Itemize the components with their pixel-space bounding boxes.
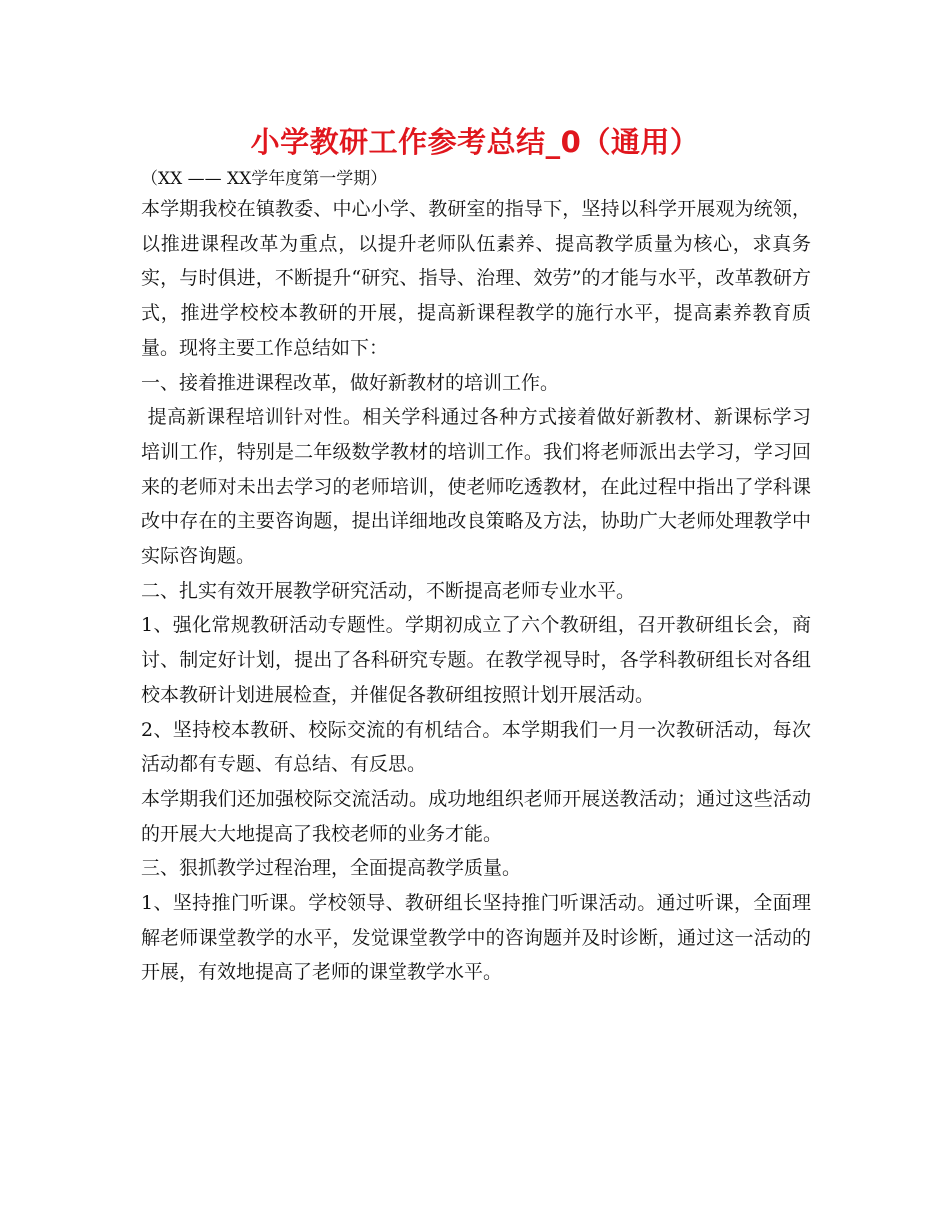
section-heading-3: 三、狠抓教学过程治理，全面提高教学质量。 bbox=[141, 857, 522, 880]
document-title: 小学教研工作参考总结_0（通用） bbox=[250, 125, 700, 159]
paragraph-training: 提高新课程培训针对性。相关学科通过各种方式接着做好新教材、新课标学习培训工作，特别是二年级数学教材的培训工作。我们将老师派出去学习，学习回来的老师对未出去学习的老师培训，使老师吃透教材，在此过程中指出了学科课改中存在的主要咨询题，提出详细地改良策略及方法，协助广大老师处理教学中实际咨询题。 bbox=[141, 406, 811, 568]
document-subtitle: （XX —— XX学年度第一学期） bbox=[141, 169, 388, 189]
paragraph-exchange: 本学期我们还加强校际交流活动。成功地组织老师开展送教活动；通过这些活动的开展大大地提高了我校老师的业务才能。 bbox=[141, 787, 811, 845]
section-heading-2: 二、扎实有效开展教学研究活动，不断提高老师专业水平。 bbox=[141, 579, 636, 602]
paragraph-item-3: 1、坚持推门听课。学校领导、教研组长坚持推门听课活动。通过听课，全面理解老师课堂教学的水平，发觉课堂教学中的咨询题并及时诊断，通过这一活动的开展，有效地提高了老师的课堂教学水平。 bbox=[141, 892, 811, 984]
document-body bbox=[141, 166, 811, 990]
paragraph-intro: 本学期我校在镇教委、中心小学、教研室的指导下，坚持以科学开展观为统领，以推进课程改革为重点，以提升老师队伍素养、提高教学质量为核心，求真务实，与时俱进，不断提升“研究、指导、治理、效劳”的才能与水平，改革教研方式，推进学校校本教研的开展，提高新课程教学的施行水平，提高素养教育质量。现将主要工作总结如下： bbox=[141, 198, 811, 359]
section-heading-1: 一、接着推进课程改革，做好新教材的培训工作。 bbox=[141, 371, 560, 394]
paragraph-item-2: 2、坚持校本教研、校际交流的有机结合。本学期我们一月一次教研活动，每次活动都有专题、有总结、有反思。 bbox=[141, 718, 811, 776]
paragraph-item-1: 1、强化常规教研活动专题性。学期初成立了六个教研组，召开教研组长会，商讨、制定好计划，提出了各科研究专题。在教学视导时，各学科教研组长对各组校本教研计划进展检查，并催促各教研组按照计划开展活动。 bbox=[141, 614, 811, 706]
